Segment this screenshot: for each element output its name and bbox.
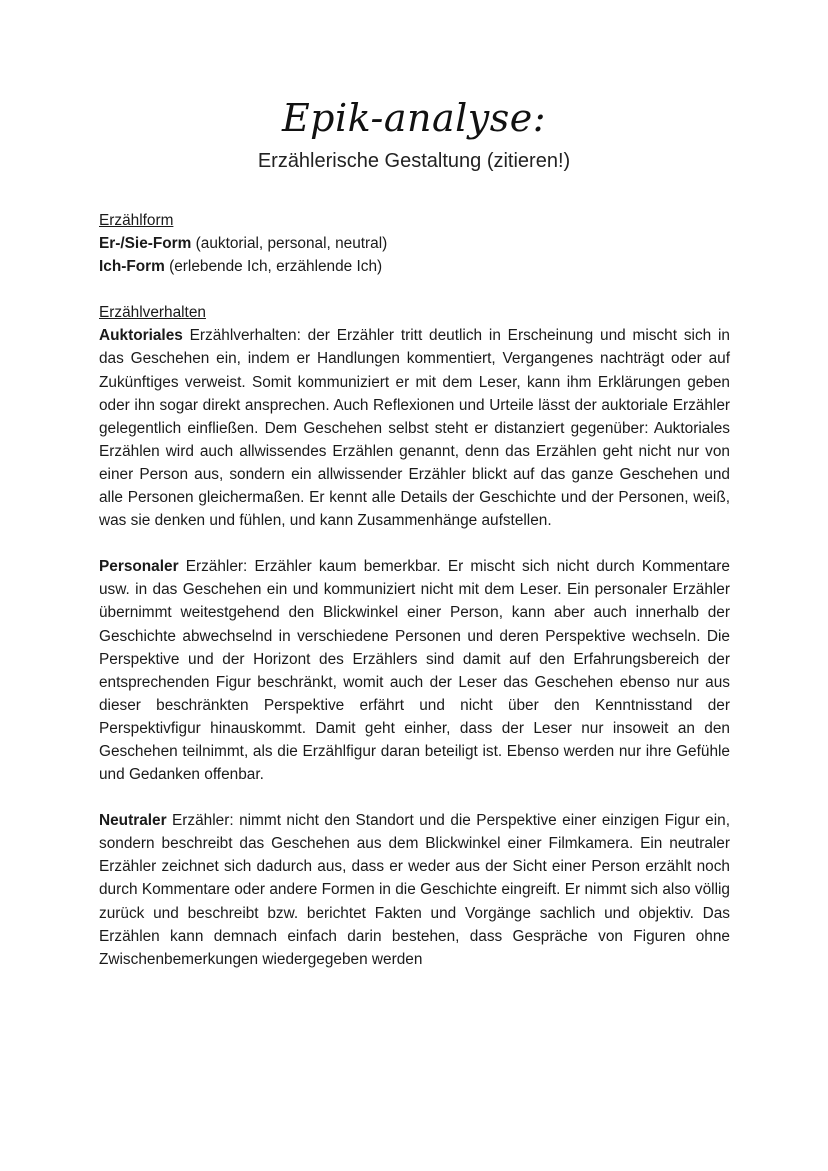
paragraph-personal [99,555,730,786]
ich-form-term: Ich-Form [99,258,165,276]
ich-form-desc: (erlebende Ich, erzählende Ich) [164,258,383,276]
paragraph-neutral [99,809,730,971]
neutral-text: Erzähler: nimmt nicht den Standort und die Perspektive einer einzigen Figur ein, sondern beschreibt das Geschehen aus dem Blickwinkel einer Filmkamera. Ein neutraler Erzähler zeichnet sich dadurch aus, dass er weder aus der Sicht einer Person erzählt noch durch Kommentare oder andere Formen in die Geschichte eingreift. Er nimmt sich also völlig zurück und beschreibt bzw. berichtet Fakten und Vorgänge sachlich und objektiv. Das Erzählen kann demnach einfach darin bestehen, dass Gespräche von Figuren ohne Zwischenbemerkungen wiedergegeben werden [99,812,730,968]
neutral-term: Neutraler [99,812,167,830]
er-sie-form-line [99,232,730,255]
personal-text: Erzähler: Erzähler kaum bemerkbar. Er mischt sich nicht durch Kommentare usw. in das Geschehen ein und kommuniziert nicht mit dem Leser. Ein personaler Erzähler übernimmt weitestgehend den Blickwinkel einer Person, kann aber auch innerhalb der Geschichte abwechselnd in verschiedene Personen und deren Perspektive wechseln. Die Perspektive und der Horizont des Erzählers sind damit auf den Erfahrungsbereich der entsprechenden Figur beschränkt, womit auch der Leser das Geschehen ebenso nur aus dieser beschränkten Perspektive erfährt und nicht über den Kenntnisstand der Perspektivfigur hinauskommt. Damit geht einher, dass der Leser nur insoweit an den Geschehen teilnimmt, als die Erzählfigur daran beteiligt ist. Ebenso werden nur ihre Gefühle und Gedanken offenbar. [99,558,730,784]
page-title: Epik-analyse: [281,96,547,140]
document-body [99,209,730,971]
auktorial-term: Auktoriales [99,327,183,345]
auktorial-text: Erzählverhalten: der Erzähler tritt deutlich in Erscheinung und mischt sich in das Geschehen ein, indem er Handlungen kommentiert, Vergangenes nachträgt oder auf Zukünftiges verweist. Somit kommuniziert er mit dem Leser, kann ihm Erklärungen geben oder ihn sogar direkt ansprechen. Auch Reflexionen und Urteile lässt der auktoriale Erzähler gelegentlich einfließen. Dem Geschehen selbst steht er distanziert gegenüber: Auktoriales Erzählen wird auch allwissendes Erzählen genannt, denn das Erzählen geht nicht nur von einer Person aus, sondern ein allwissender Erzähler blickt auf das ganze Geschehen und alle Personen gleichermaßen. Er kennt alle Details der Geschichte und der Personen, weiß, was sie denken und fühlen, und kann Zusammenhänge aufstellen. [99,327,730,530]
page-subtitle: Erzählerische Gestaltung (zitieren!) [257,150,571,172]
ich-form-line [99,255,730,278]
er-sie-form-desc: (auktorial, personal, neutral) [191,235,388,253]
paragraph-auktorial [99,324,730,532]
er-sie-form-term: Er-/Sie-Form [99,235,192,253]
section-heading-erzaehlform: Erzählform [99,212,174,229]
personal-term: Personaler [99,558,179,576]
section-heading-erzaehlverhalten: Erzählverhalten [99,304,206,322]
